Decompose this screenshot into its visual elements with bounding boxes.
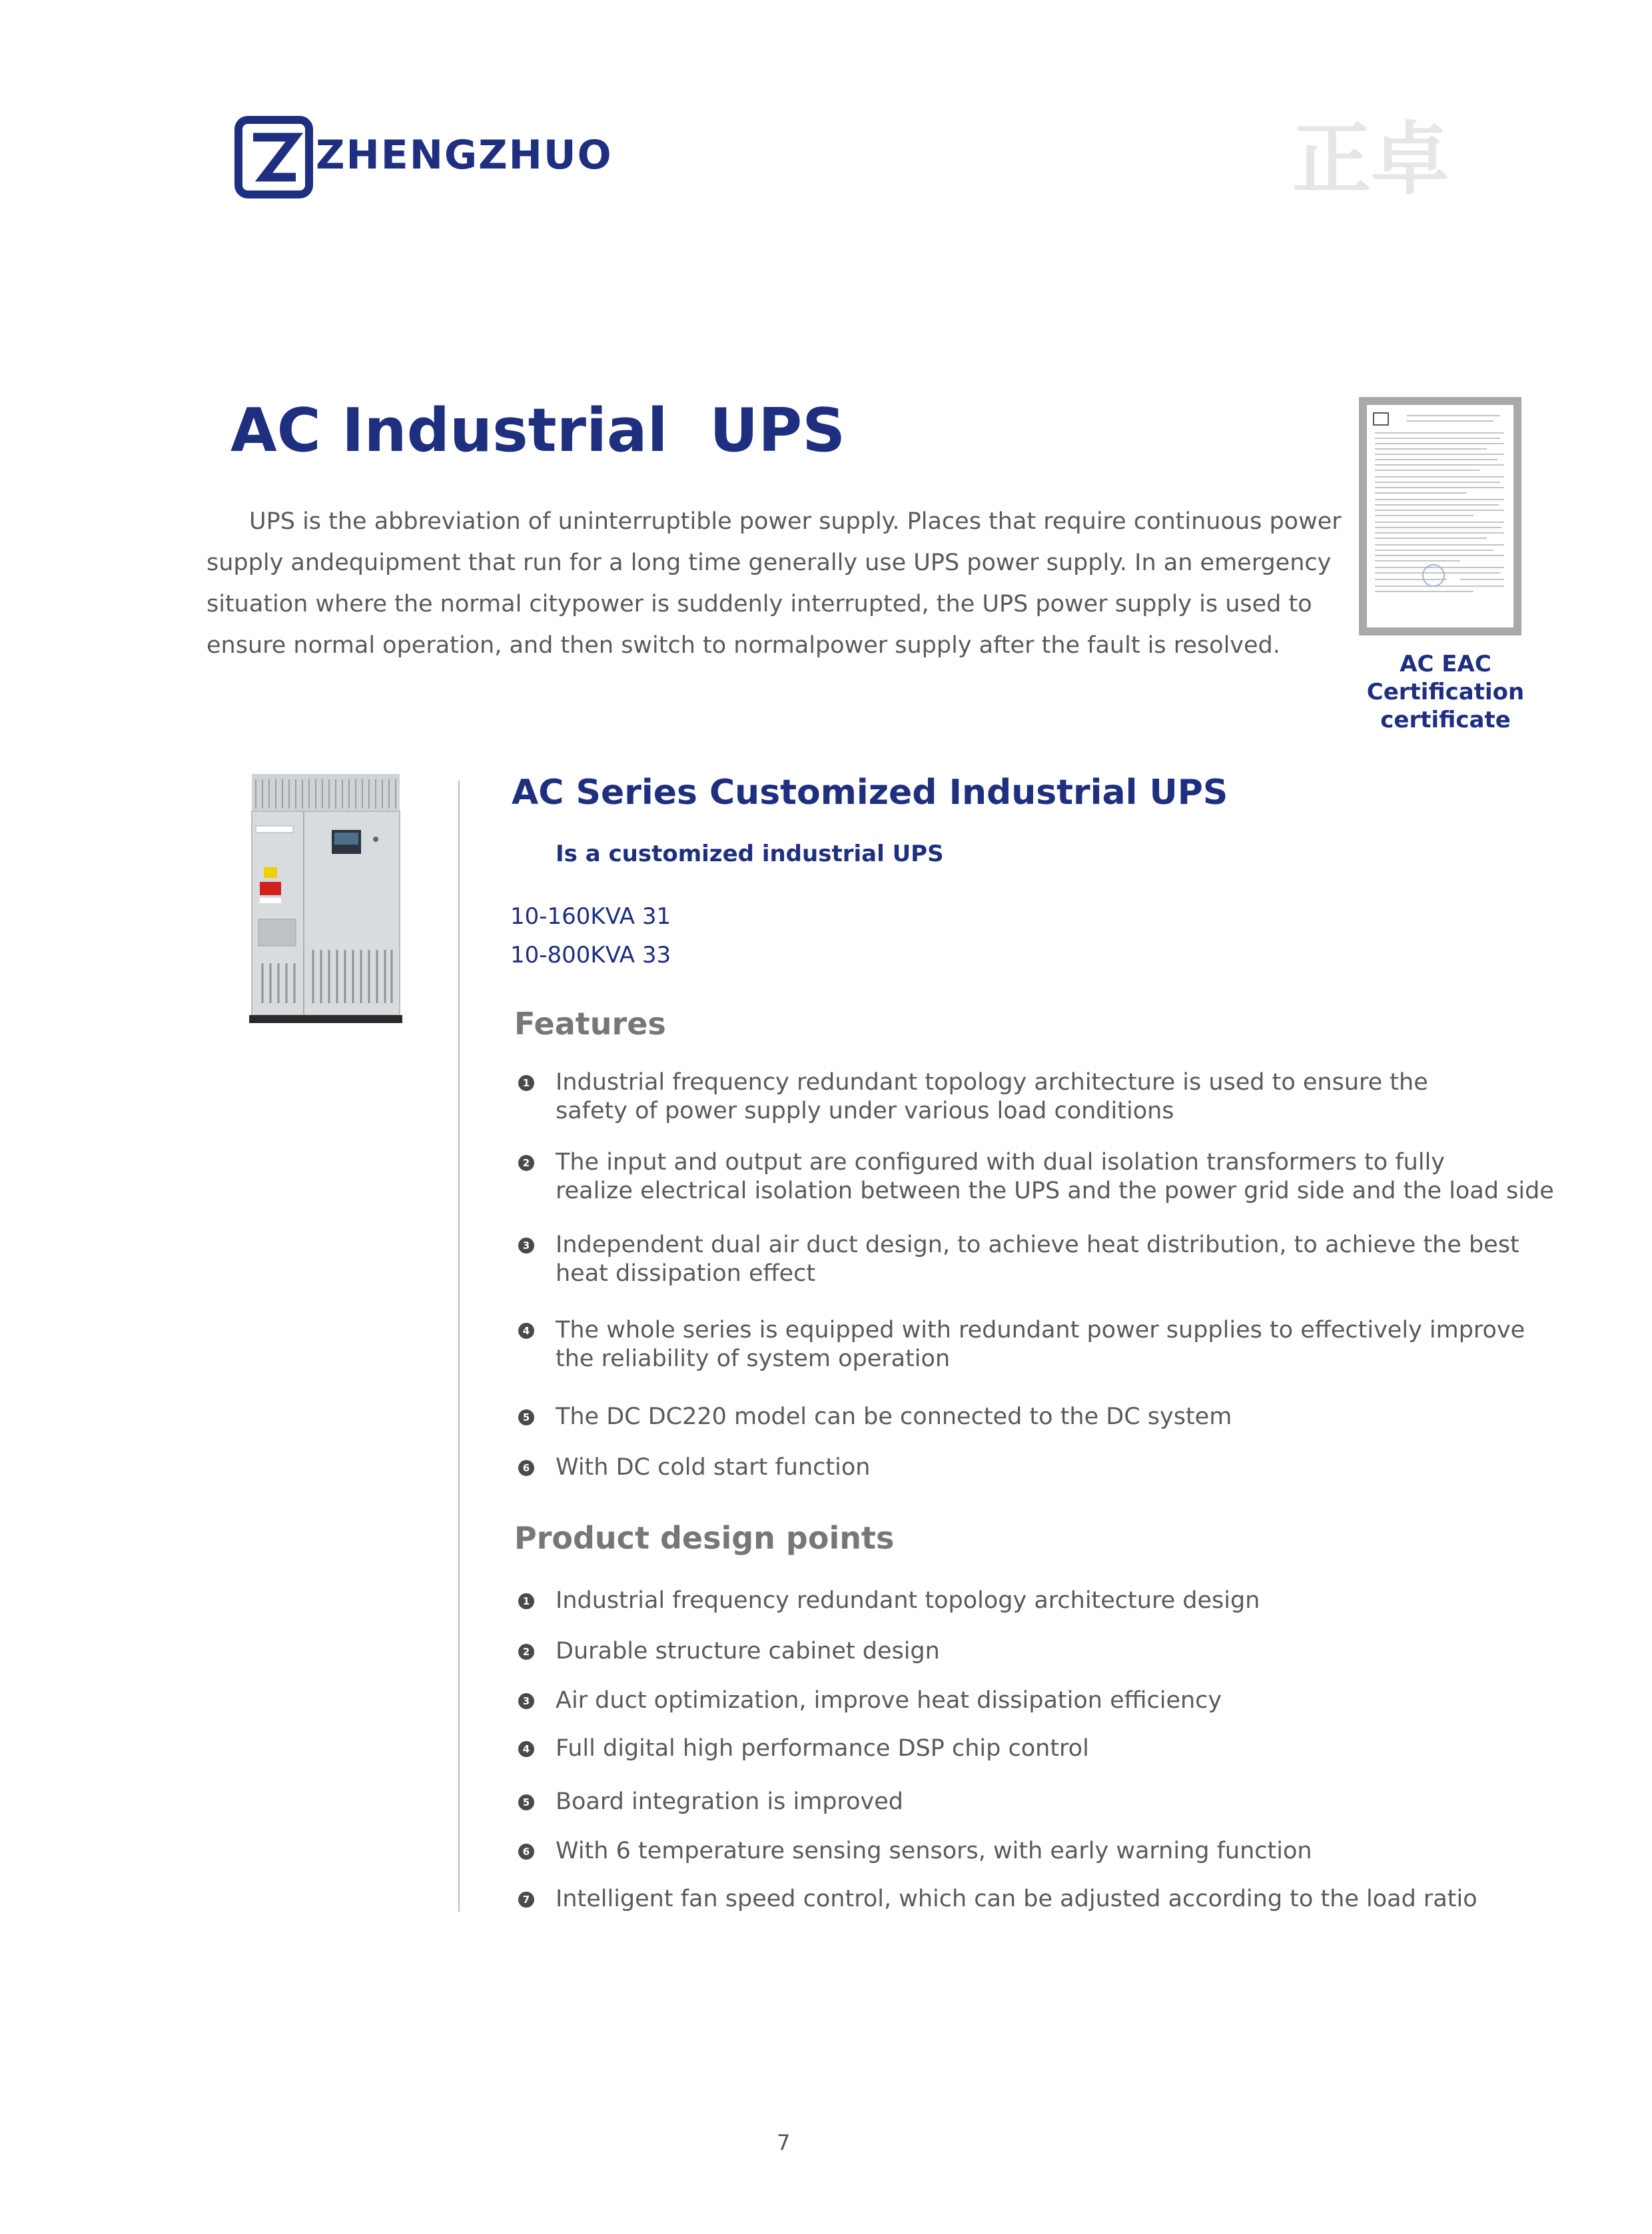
feature-text: With DC cold start function <box>556 1454 871 1481</box>
certificate-caption-line: AC EAC <box>1400 651 1491 677</box>
number-badge: 4 <box>518 1741 534 1757</box>
feature-text: The input and output are configured with dual isolation transformers to fully realize electrical isolation between the UPS and the power grid side and the load side <box>556 1149 1554 1204</box>
number-badge: 3 <box>518 1693 534 1709</box>
intro-line: ensure normal operation, and then switch to normalpower supply after the fault is resolved. <box>206 632 1280 659</box>
design-point-text: With 6 temperature sensing sensors, with early warning function <box>556 1838 1312 1864</box>
number-badge: 5 <box>518 1794 534 1810</box>
logo-mark-icon <box>234 116 313 198</box>
certificate-caption-line: Certification certificate <box>1366 679 1525 733</box>
design-point-text: Intelligent fan speed control, which can be adjusted according to the load ratio <box>556 1886 1477 1912</box>
number-badge: 2 <box>518 1644 534 1660</box>
page-title: AC Industrial UPS <box>230 396 846 466</box>
certificate-page <box>1367 405 1513 627</box>
ups-cabinet-image <box>249 770 402 1023</box>
ups-cabinet-graphic <box>249 770 402 1023</box>
design-points-heading: Product design points <box>514 1520 895 1556</box>
number-badge: 4 <box>518 1323 534 1339</box>
design-point-text: Industrial frequency redundant topology architecture design <box>556 1587 1260 1614</box>
number-badge: 1 <box>518 1075 534 1091</box>
series-subtitle: Is a customized industrial UPS <box>556 841 944 867</box>
svg-text:正卓: 正卓 <box>1292 113 1450 200</box>
design-point-text: Air duct optimization, improve heat dissipation efficiency <box>556 1687 1222 1714</box>
certificate-caption <box>1306 650 1585 734</box>
number-badge: 2 <box>518 1155 534 1171</box>
intro-paragraph <box>206 501 1342 666</box>
vertical-divider <box>458 781 460 1912</box>
certificate-document-graphic <box>1367 405 1513 627</box>
series-title: AC Series Customized Industrial UPS <box>512 773 1228 813</box>
company-logo <box>234 116 634 202</box>
feature-text: The whole series is equipped with redundant power supplies to effectively improve the reliability of system operation <box>556 1317 1525 1372</box>
features-heading: Features <box>514 1006 666 1042</box>
spec-line: 10-800KVA 33 <box>510 942 671 968</box>
number-badge: 5 <box>518 1409 534 1425</box>
number-badge: 6 <box>518 1460 534 1476</box>
intro-line: UPS is the abbreviation of uninterruptible power supply. Places that require continuous power <box>249 508 1342 535</box>
number-badge: 1 <box>518 1593 534 1609</box>
design-point-text: Durable structure cabinet design <box>556 1638 940 1665</box>
page-number: 7 <box>777 2130 791 2155</box>
number-badge: 7 <box>518 1892 534 1908</box>
intro-line: situation where the normal citypower is suddenly interrupted, the UPS power supply is used to <box>206 591 1312 617</box>
feature-text: The DC DC220 model can be connected to the DC system <box>556 1403 1232 1430</box>
design-point-text: Board integration is improved <box>556 1788 903 1815</box>
brand-cn-watermark <box>1292 113 1465 200</box>
certificate-image <box>1359 397 1521 635</box>
intro-line: supply andequipment that run for a long time generally use UPS power supply. In an emergency <box>206 550 1332 576</box>
brand-name: ZHENGZHUO <box>316 132 613 179</box>
brand-cn-watermark-graphic <box>1292 113 1465 200</box>
spec-line: 10-160KVA 31 <box>510 903 671 930</box>
feature-text: Independent dual air duct design, to achieve heat distribution, to achieve the best heat dissipation effect <box>556 1232 1519 1287</box>
feature-text: Industrial frequency redundant topology architecture is used to ensure the safety of power supply under various load conditions <box>556 1069 1428 1124</box>
number-badge: 6 <box>518 1844 534 1860</box>
design-point-text: Full digital high performance DSP chip control <box>556 1735 1089 1762</box>
number-badge: 3 <box>518 1238 534 1254</box>
